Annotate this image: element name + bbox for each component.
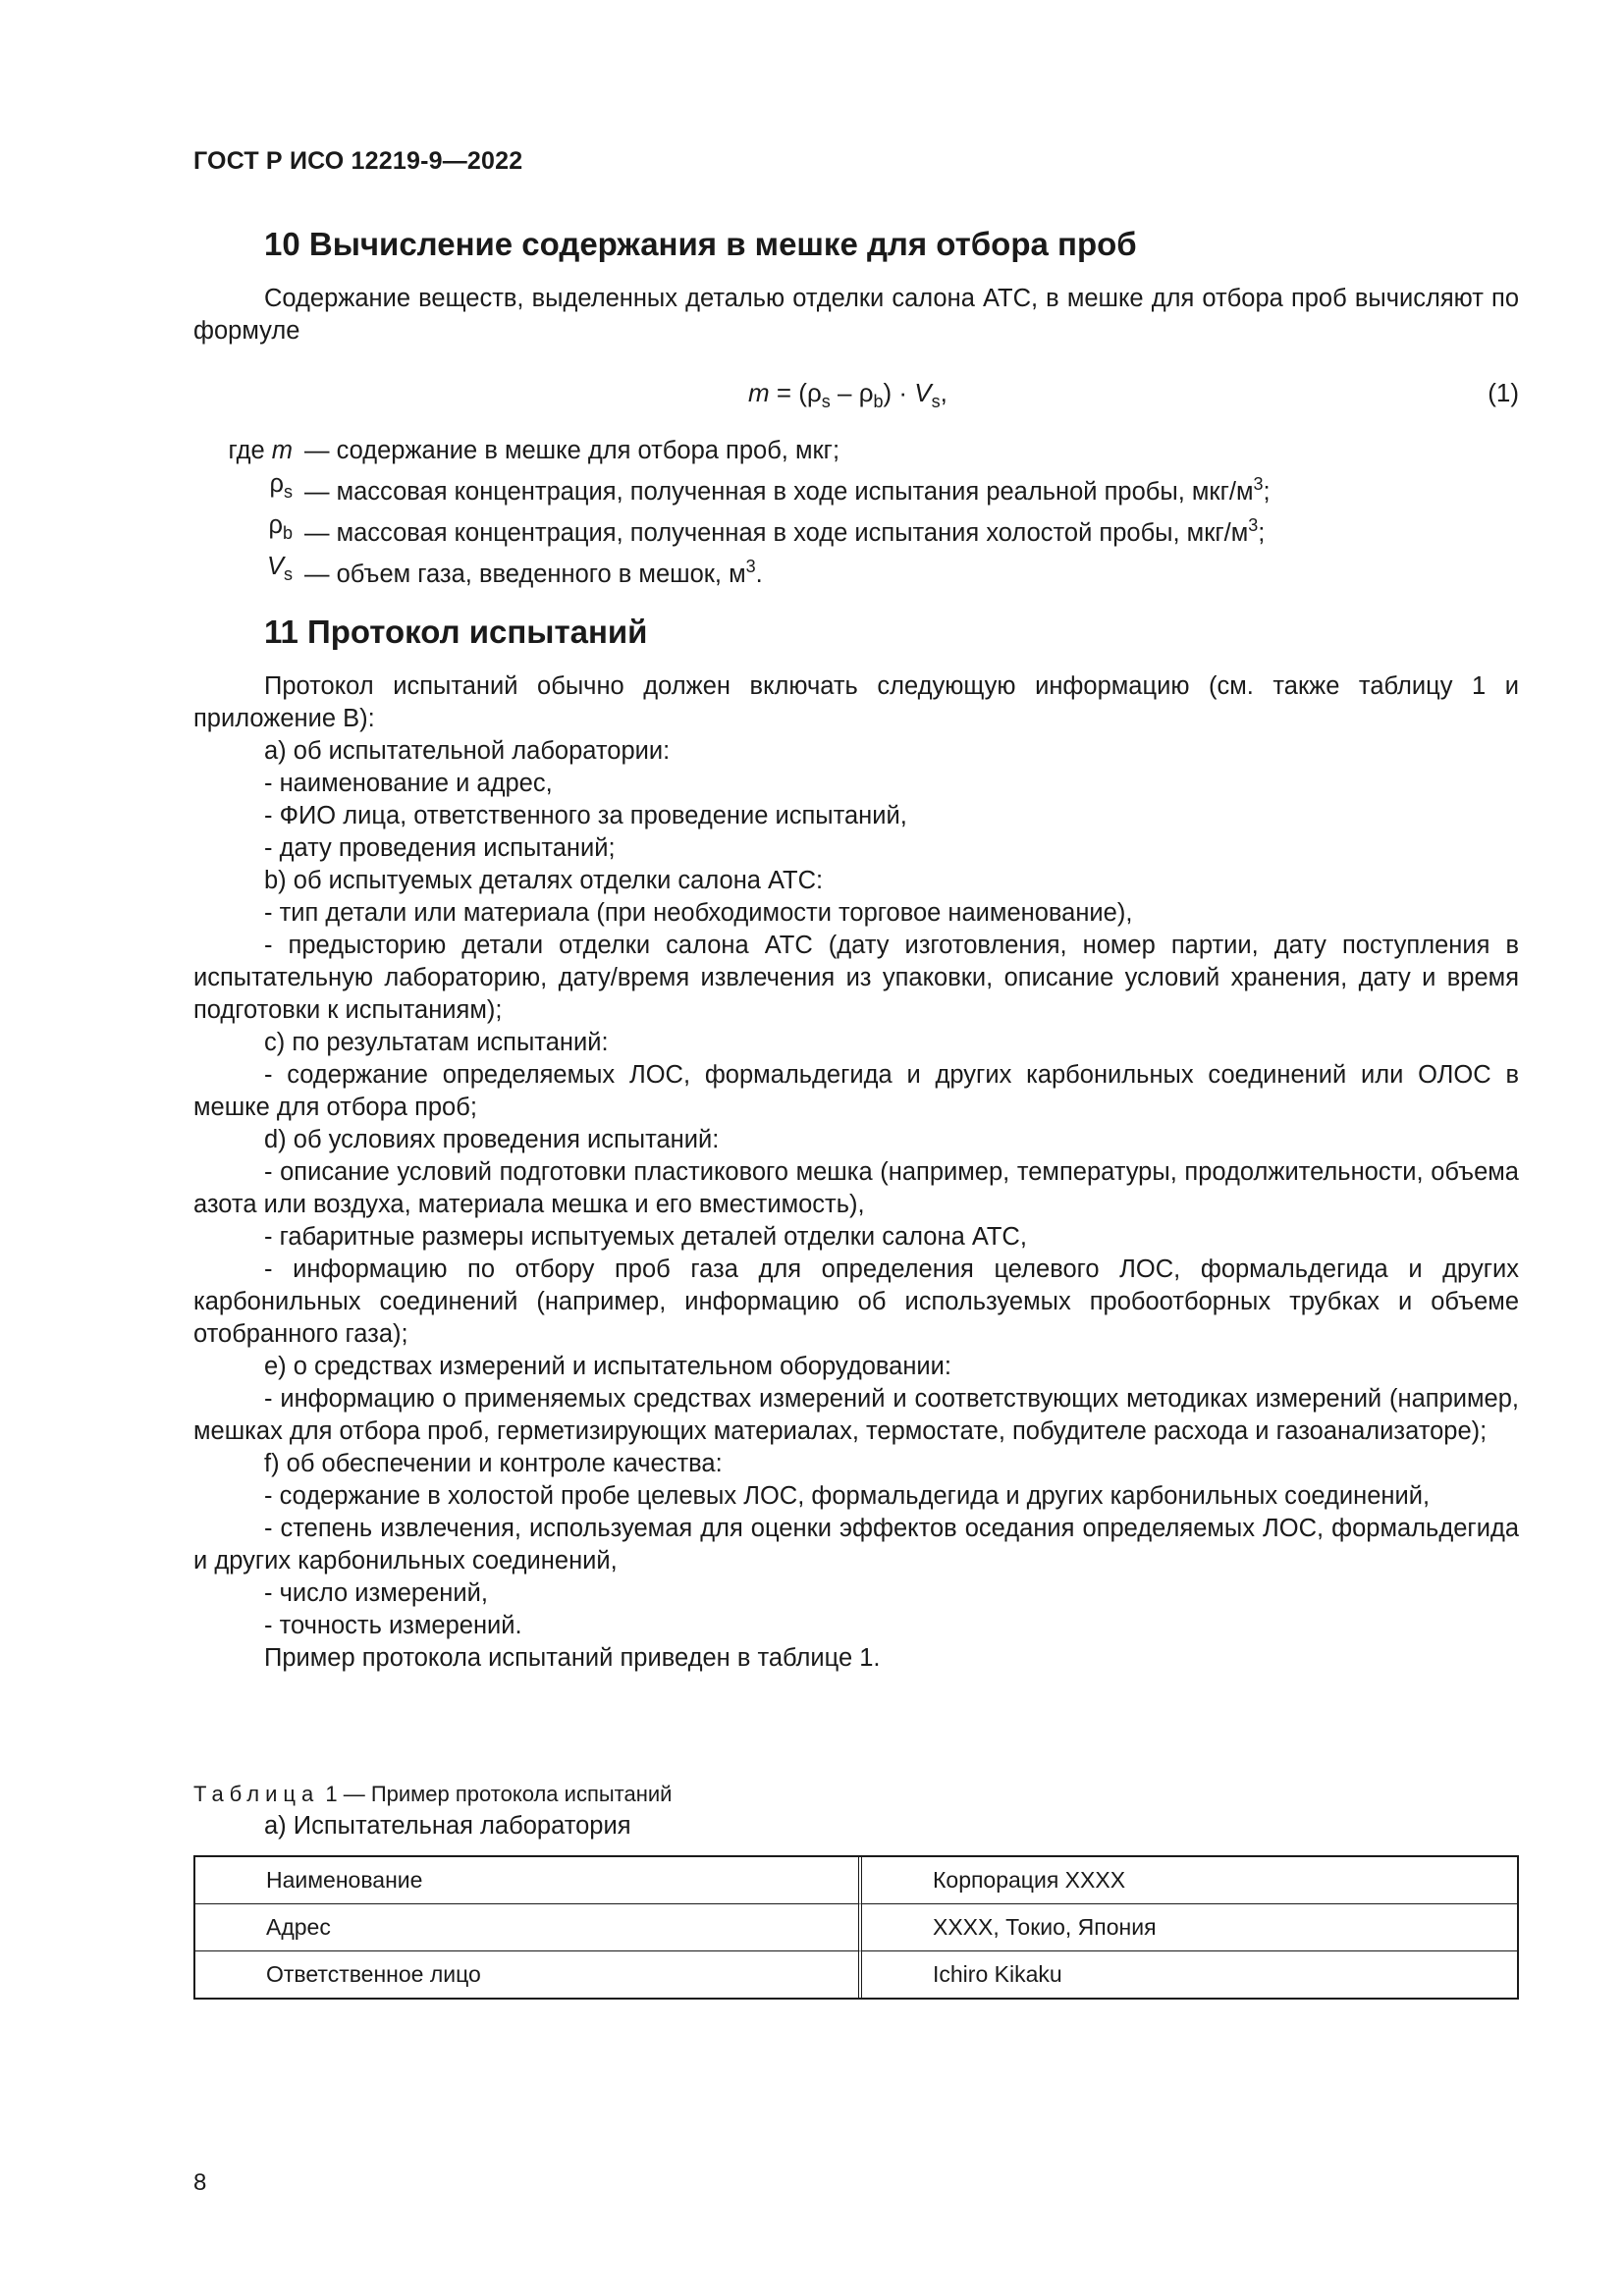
list-item: Пример протокола испытаний приведен в таблице 1. — [264, 1644, 881, 1672]
list-item: - дату проведения испытаний; — [264, 834, 616, 862]
legend-row: $V_s$ — объем газа, введенного в мешок, $м^3$. — [266, 553, 763, 588]
list-item: - тип детали или материала (при необходимости торговое наименование), — [264, 899, 1133, 927]
formula-expression: $m = (\rho_s - \rho_b) \cdot V_s$, — [748, 378, 947, 411]
table-cell-value: XXXX, Токио, Япония — [862, 1904, 1517, 1951]
legend-row: $\rho_s$ — массовая концентрация, полученная в ходе испытания реальной пробы, мкг/$м^3$; — [269, 470, 1271, 506]
list-item: - число измерений, — [264, 1579, 488, 1607]
section-11-intro: Протокол испытаний обычно должен включать следующую информацию (см. также таблицу 1 и приложение В): — [193, 672, 1519, 732]
table-row — [195, 1904, 1517, 1951]
formula-number: (1) — [1488, 378, 1519, 407]
list-item: - предысторию детали отделки салона АТС (дату изготовления, номер партии, дату поступления в испытательную лабораторию, дату/время извлечения из упаковки, описание условий хранения, дату и время подготовки к испытаниям); — [193, 932, 1519, 1024]
list-item: d) об условиях проведения испытаний: — [264, 1126, 720, 1153]
protocol-table — [193, 1855, 1519, 2000]
list-item: - ФИО лица, ответственного за проведение испытаний, — [264, 802, 907, 829]
table-cell-label: Адрес — [195, 1904, 862, 1951]
list-item: a) об испытательной лаборатории: — [264, 737, 671, 765]
table-cell-value: Корпорация XXXX — [862, 1857, 1517, 1904]
list-item: e) о средствах измерений и испытательном оборудовании: — [264, 1353, 952, 1380]
section-11-title: 11 Протокол испытаний — [264, 614, 648, 650]
formula-legend — [193, 434, 1271, 591]
table-row — [195, 1951, 1517, 1998]
table-caption: Таблица 1 — Пример протокола испытаний — [193, 1782, 673, 1806]
list-item: - точность измерений. — [264, 1612, 522, 1639]
table-cell-label: Ответственное лицо — [195, 1951, 862, 1998]
list-item: c) по результатам испытаний: — [264, 1029, 609, 1056]
table-cell-label: Наименование — [195, 1857, 862, 1904]
document-header: ГОСТ Р ИСО 12219-9—2022 — [193, 147, 523, 175]
list-item: - информацию о применяемых средствах измерений и соответствующих методиках измерений (например, мешках для отбора проб, герметизирующих материалах, термостате, побудителе расхода и газоанализаторе); — [193, 1385, 1519, 1445]
page-number: 8 — [193, 2169, 207, 2196]
legend-row: где m — содержание в мешке для отбора проб, мкг; — [228, 437, 840, 464]
list-item: - степень извлечения, используемая для оценки эффектов оседания определяемых ЛОС, формальдегида и других карбонильных соединений, — [193, 1515, 1519, 1575]
section-11-body — [193, 670, 1519, 1675]
list-item: - содержание в холостой пробе целевых ЛОС, формальдегида и других карбонильных соединений, — [264, 1482, 1431, 1510]
list-item: f) об обеспечении и контроле качества: — [264, 1450, 723, 1477]
list-item: b) об испытуемых деталях отделки салона АТС: — [264, 867, 824, 894]
section-10-intro: Содержание веществ, выделенных деталью отделки салона АТС, в мешке для отбора проб вычисляют по формуле — [193, 285, 1519, 345]
table-row — [195, 1857, 1517, 1904]
section-10-title: 10 Вычисление содержания в мешке для отбора проб — [264, 226, 1137, 262]
list-item: - габаритные размеры испытуемых деталей отделки салона АТС, — [264, 1223, 1027, 1251]
table-subtitle: а) Испытательная лаборатория — [264, 1812, 631, 1840]
list-item: - наименование и адрес, — [264, 770, 553, 797]
list-item: - описание условий подготовки пластикового мешка (например, температуры, продолжительности, объема азота или воздуха, материала мешка и его вместимость), — [193, 1158, 1519, 1218]
list-item: - содержание определяемых ЛОС, формальдегида и других карбонильных соединений или ОЛОС в мешке для отбора проб; — [193, 1061, 1519, 1121]
table-cell-value: Ichiro Kikaku — [933, 1961, 1062, 1987]
formula-1 — [193, 378, 1519, 411]
list-item: - информацию по отбору проб газа для определения целевого ЛОС, формальдегида и других карбонильных соединений (например, информацию об используемых пробоотборных трубках и объеме отобранного газа); — [193, 1255, 1519, 1348]
legend-row: $\rho_b$ — массовая концентрация, полученная в ходе испытания холостой пробы, мкг/$м^3$; — [268, 511, 1266, 547]
